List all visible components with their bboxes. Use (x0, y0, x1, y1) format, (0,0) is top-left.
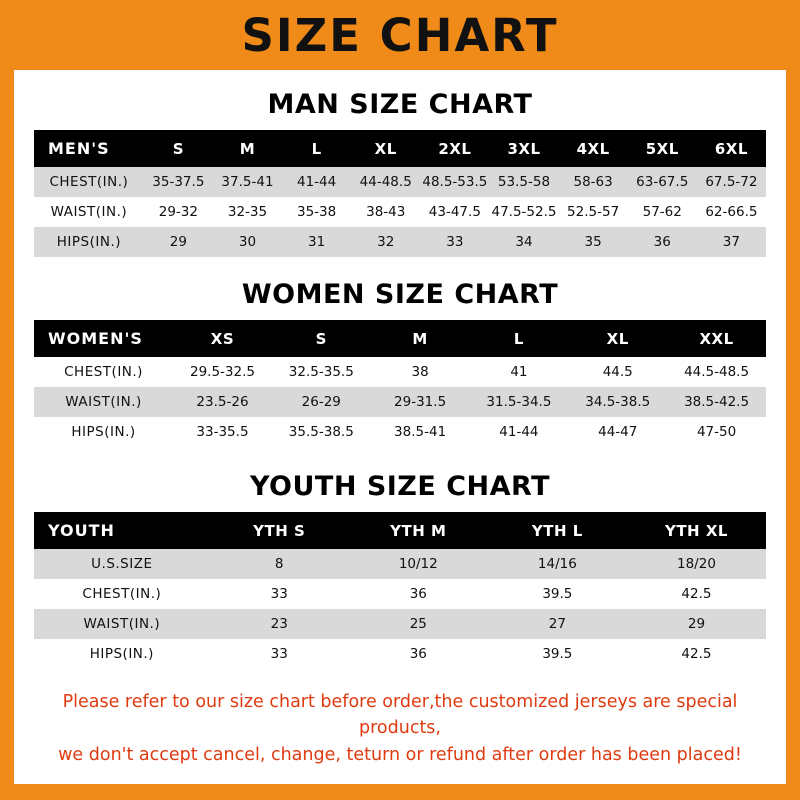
page-header (0, 0, 800, 70)
table-row (34, 167, 766, 197)
table-cell: 29-31.5 (394, 394, 447, 410)
table-cell: 44-48.5 (359, 174, 412, 190)
table-cell: 41 (510, 364, 528, 380)
column-header: XS (210, 329, 235, 348)
column-header: XL (374, 139, 397, 158)
table-cell: 67.5-72 (705, 174, 758, 190)
column-header: 4XL (576, 139, 610, 158)
row-label: WAIST(IN.) (83, 616, 161, 632)
table-row (34, 387, 766, 417)
women-section-title: WOMEN SIZE CHART (241, 279, 559, 310)
table-header-row (34, 320, 766, 357)
column-header: L (311, 139, 322, 158)
table-row (34, 357, 766, 387)
table-cell: 23 (270, 616, 288, 632)
table-cell: 31 (308, 234, 326, 250)
row-label: CHEST(IN.) (49, 174, 129, 190)
column-header: YTH M (390, 521, 447, 540)
bottom-accent-bar (0, 784, 800, 800)
table-cell: 38 (411, 364, 429, 380)
table-row (34, 417, 766, 447)
table-cell: 43-47.5 (428, 204, 481, 220)
youth-size-table (34, 512, 766, 669)
table-header-row (34, 130, 766, 167)
table-cell: 39.5 (542, 646, 573, 662)
table-cell: 38.5-41 (394, 424, 447, 440)
table-cell: 25 (409, 616, 427, 632)
column-header: 5XL (645, 139, 679, 158)
table-cell: 41-44 (296, 174, 337, 190)
man-size-table (34, 130, 766, 257)
table-cell: 53.5-58 (497, 174, 551, 190)
row-label: U.S.SIZE (91, 556, 153, 572)
table-cell: 33 (270, 586, 288, 602)
table-cell: 32 (377, 234, 395, 250)
table-cell: 35 (584, 234, 602, 250)
column-header: WOMEN'S (48, 329, 143, 348)
women-size-table (34, 320, 766, 447)
table-cell: 44-47 (598, 424, 638, 440)
table-row (34, 579, 766, 609)
table-cell: 38.5-42.5 (684, 394, 750, 410)
table-cell: 36 (409, 646, 427, 662)
column-header: YOUTH (48, 521, 115, 540)
column-header: M (239, 139, 256, 158)
column-header: MEN'S (48, 139, 110, 158)
table-cell: 33 (270, 646, 288, 662)
table-cell: 26-29 (301, 394, 341, 410)
column-header: YTH S (253, 521, 306, 540)
table-cell: 41-44 (499, 424, 539, 440)
table-cell: 35.5-38.5 (288, 424, 354, 440)
row-label: CHEST(IN.) (82, 586, 162, 602)
table-cell: 57-62 (642, 204, 682, 220)
table-cell: 42.5 (681, 586, 712, 602)
table-cell: 44.5-48.5 (684, 364, 750, 380)
youth-section-title: YOUTH SIZE CHART (249, 471, 551, 502)
column-header: 3XL (507, 139, 541, 158)
table-row (34, 197, 766, 227)
table-cell: 42.5 (681, 646, 712, 662)
table-cell: 48.5-53.5 (422, 174, 488, 190)
table-cell: 23.5-26 (196, 394, 249, 410)
table-row (34, 639, 766, 669)
row-label: WAIST(IN.) (50, 204, 128, 220)
table-cell: 29 (169, 234, 187, 250)
column-header: YTH L (531, 521, 583, 540)
column-header: XXL (699, 329, 734, 348)
table-cell: 30 (238, 234, 257, 250)
table-cell: 27 (548, 616, 566, 632)
table-cell: 39.5 (542, 586, 573, 602)
table-cell: 10/12 (398, 556, 438, 572)
table-header-row (34, 512, 766, 549)
table-cell: 29 (687, 616, 706, 632)
table-cell: 62-66.5 (705, 204, 758, 220)
table-row (34, 549, 766, 579)
column-header: S (315, 329, 327, 348)
table-cell: 32.5-35.5 (288, 364, 354, 380)
man-section-title: MAN SIZE CHART (267, 89, 533, 120)
row-label: HIPS(IN.) (71, 424, 136, 440)
table-row (34, 227, 766, 257)
table-cell: 52.5-57 (567, 204, 620, 220)
table-cell: 35-38 (296, 204, 337, 220)
row-label: HIPS(IN.) (56, 234, 122, 250)
row-label: CHEST(IN.) (64, 364, 143, 380)
column-header: XL (606, 329, 629, 348)
table-cell: 33 (446, 234, 464, 250)
column-header: 2XL (438, 139, 472, 158)
row-label: WAIST(IN.) (65, 394, 142, 410)
table-cell: 37 (722, 234, 740, 250)
footer-note-line2: we don't accept cancel, change, teturn or refund after order has been placed! (58, 744, 742, 765)
table-cell: 47-50 (696, 424, 737, 440)
table-cell: 33-35.5 (196, 424, 249, 440)
row-label: HIPS(IN.) (89, 646, 154, 662)
table-cell: 36 (409, 586, 427, 602)
table-cell: 35-37.5 (152, 174, 205, 190)
column-header: S (172, 139, 185, 158)
chart-content (14, 89, 786, 768)
table-cell: 29.5-32.5 (189, 364, 255, 380)
footer-note-line1: Please refer to our size chart before order,the customized jerseys are special products, (62, 692, 738, 739)
table-cell: 36 (653, 234, 671, 250)
table-cell: 37.5-41 (221, 174, 274, 190)
table-cell: 38-43 (366, 204, 406, 220)
table-cell: 31.5-34.5 (486, 394, 552, 410)
table-cell: 44.5 (602, 364, 633, 380)
table-cell: 8 (274, 556, 284, 572)
table-cell: 34.5-38.5 (585, 394, 651, 410)
column-header: M (412, 329, 428, 348)
table-cell: 14/16 (537, 556, 577, 572)
column-header: L (513, 329, 524, 348)
table-cell: 63-67.5 (636, 174, 689, 190)
footer-note (34, 689, 766, 768)
column-header: YTH XL (664, 521, 728, 540)
table-cell: 32-35 (227, 204, 268, 220)
table-row (34, 609, 766, 639)
column-header: 6XL (714, 139, 748, 158)
table-cell: 34 (515, 234, 533, 250)
table-cell: 18/20 (677, 556, 716, 572)
table-cell: 58-63 (573, 174, 613, 190)
table-cell: 47.5-52.5 (491, 204, 557, 220)
table-cell: 29-32 (158, 204, 198, 220)
page-title: SIZE CHART (241, 8, 559, 62)
